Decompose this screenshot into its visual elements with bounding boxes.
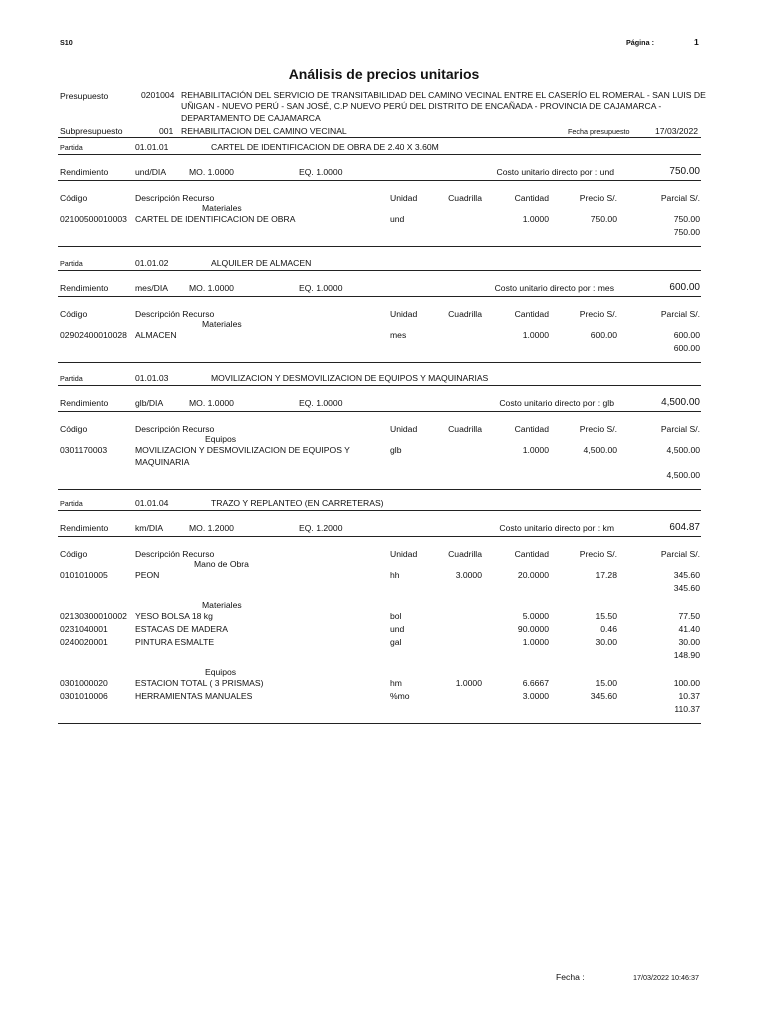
col-cuadrilla: Cuadrilla	[448, 193, 482, 203]
partida-name: MOVILIZACION Y DESMOVILIZACION DE EQUIPOS Y MAQUINARIAS	[211, 373, 489, 383]
page-title: Análisis de precios unitarios	[288, 66, 480, 82]
resource-precio: 0.46	[600, 624, 617, 634]
col-codigo: Código	[60, 549, 88, 559]
resource-parcial: 750.00	[673, 214, 700, 224]
resource-cantidad: 1.0000	[522, 445, 549, 455]
resource-cantidad: 1.0000	[522, 214, 549, 224]
resource-precio: 15.50	[595, 611, 617, 621]
group-name: Materiales	[202, 600, 242, 610]
group-subtotal: 110.37	[674, 704, 700, 714]
subpresupuesto-label: Subpresupuesto	[60, 126, 123, 136]
costo-unitario-value: 4,500.00	[661, 397, 700, 408]
costo-unitario-value: 750.00	[669, 166, 700, 177]
presupuesto-line-2: UÑIGAN - NUEVO PERÚ - SAN JOSÉ, C.P NUEVO PERÚ DEL DISTRITO DE ENCAÑADA - PROVINCIA DE CAJAMARCA -	[181, 101, 662, 111]
eq-value: EQ. 1.0000	[299, 398, 343, 408]
presupuesto-line-1: REHABILITACIÓN DEL SERVICIO DE TRANSITABILIDAD DEL CAMINO VECINAL ENTRE EL CASERÍO EL ROMERAL - SAN LUIS DE	[181, 90, 706, 100]
resource-description: HERRAMIENTAS MANUALES	[135, 691, 253, 701]
partida-code: 01.01.04	[135, 498, 169, 508]
resource-unit: bol	[390, 611, 402, 621]
resource-parcial: 41.40	[678, 624, 700, 634]
resource-description: ALMACEN	[135, 330, 177, 340]
col-unidad: Unidad	[390, 549, 418, 559]
resource-cuadrilla: 3.0000	[455, 570, 482, 580]
mo-value: MO. 1.0000	[189, 283, 234, 293]
resource-description: MOVILIZACION Y DESMOVILIZACION DE EQUIPOS Y	[135, 445, 350, 455]
divider	[58, 270, 701, 271]
resource-parcial: 77.50	[678, 611, 700, 621]
divider	[58, 137, 701, 138]
fecha-presupuesto-value: 17/03/2022	[655, 126, 699, 136]
resource-code: 0301000020	[60, 678, 108, 688]
mo-value: MO. 1.0000	[189, 167, 234, 177]
col-descripcion: Descripción Recurso	[135, 193, 215, 203]
group-name: Materiales	[202, 203, 242, 213]
resource-parcial: 600.00	[673, 330, 700, 340]
divider	[58, 536, 701, 537]
resource-parcial: 10.37	[678, 691, 700, 701]
costo-unitario-label: Costo unitario directo por : und	[496, 167, 614, 177]
mo-value: MO. 1.0000	[189, 398, 234, 408]
divider	[58, 411, 701, 412]
partida-label: Partida	[60, 259, 83, 268]
divider	[58, 154, 701, 155]
resource-description: CARTEL DE IDENTIFICACION DE OBRA	[135, 214, 296, 224]
partida-label: Partida	[60, 143, 83, 152]
col-descripcion: Descripción Recurso	[135, 424, 215, 434]
group-name: Materiales	[202, 319, 242, 329]
resource-precio: 30.00	[595, 637, 617, 647]
costo-unitario-value: 600.00	[669, 282, 700, 293]
resource-description: PEON	[135, 570, 160, 580]
page-number: 1	[694, 37, 699, 47]
col-precio: Precio S/.	[579, 309, 617, 319]
partida-label: Partida	[60, 374, 83, 383]
costo-unitario-label: Costo unitario directo por : mes	[494, 283, 614, 293]
resource-parcial: 100.00	[673, 678, 700, 688]
resource-unit: gal	[390, 637, 402, 647]
col-codigo: Código	[60, 193, 88, 203]
rendimiento-label: Rendimiento	[60, 523, 109, 533]
col-unidad: Unidad	[390, 424, 418, 434]
group-name: Mano de Obra	[194, 559, 249, 569]
costo-unitario-label: Costo unitario directo por : km	[499, 523, 614, 533]
presupuesto-label: Presupuesto	[60, 91, 109, 101]
page-label: Página :	[626, 38, 654, 47]
rendimiento-label: Rendimiento	[60, 167, 109, 177]
costo-unitario-label: Costo unitario directo por : glb	[499, 398, 614, 408]
col-precio: Precio S/.	[579, 424, 617, 434]
resource-code: 02902400010028	[60, 330, 127, 340]
resource-description-cont: MAQUINARIA	[135, 457, 190, 467]
resource-unit: und	[390, 624, 405, 634]
resource-description: ESTACION TOTAL ( 3 PRISMAS)	[135, 678, 264, 688]
col-cantidad: Cantidad	[514, 424, 549, 434]
resource-code: 02130300010002	[60, 611, 127, 621]
partida-name: TRAZO Y REPLANTEO (EN CARRETERAS)	[211, 498, 384, 508]
resource-code: 02100500010003	[60, 214, 127, 224]
subpresupuesto-name: REHABILITACION DEL CAMINO VECINAL	[181, 126, 347, 136]
resource-description: YESO BOLSA 18 kg	[135, 611, 213, 621]
resource-cantidad: 20.0000	[517, 570, 549, 580]
col-parcial: Parcial S/.	[660, 549, 700, 559]
col-cuadrilla: Cuadrilla	[448, 549, 482, 559]
resource-unit: und	[390, 214, 405, 224]
group-subtotal: 148.90	[673, 650, 700, 660]
resource-description: ESTACAS DE MADERA	[135, 624, 228, 634]
col-cantidad: Cantidad	[514, 549, 549, 559]
group-subtotal: 600.00	[673, 343, 700, 353]
resource-cantidad: 1.0000	[522, 330, 549, 340]
group-name: Equipos	[205, 667, 237, 677]
presupuesto-code: 0201004	[141, 90, 175, 100]
col-precio: Precio S/.	[579, 549, 617, 559]
resource-description: PINTURA ESMALTE	[135, 637, 215, 647]
col-codigo: Código	[60, 424, 88, 434]
fecha-presupuesto-label: Fecha presupuesto	[568, 127, 630, 136]
resource-cantidad: 90.0000	[517, 624, 549, 634]
resource-precio: 345.60	[590, 691, 617, 701]
partida-label: Partida	[60, 499, 83, 508]
rendimiento-unit: und/DIA	[135, 167, 167, 177]
resource-parcial: 30.00	[678, 637, 700, 647]
rendimiento-label: Rendimiento	[60, 283, 109, 293]
eq-value: EQ. 1.0000	[299, 167, 343, 177]
partida-name: ALQUILER DE ALMACEN	[211, 258, 312, 268]
group-subtotal: 750.00	[673, 227, 700, 237]
divider	[58, 489, 701, 490]
col-descripcion: Descripción Recurso	[135, 549, 215, 559]
resource-precio: 750.00	[590, 214, 617, 224]
resource-precio: 15.00	[595, 678, 617, 688]
mo-value: MO. 1.2000	[189, 523, 234, 533]
rendimiento-unit: km/DIA	[135, 523, 164, 533]
col-parcial: Parcial S/.	[660, 424, 700, 434]
divider	[58, 296, 701, 297]
resource-cuadrilla: 1.0000	[455, 678, 482, 688]
eq-value: EQ. 1.2000	[299, 523, 343, 533]
col-descripcion: Descripción Recurso	[135, 309, 215, 319]
resource-precio: 600.00	[590, 330, 617, 340]
partida-code: 01.01.03	[135, 373, 169, 383]
group-name: Equipos	[205, 434, 237, 444]
resource-unit: %mo	[390, 691, 410, 701]
col-unidad: Unidad	[390, 193, 418, 203]
resource-cantidad: 5.0000	[522, 611, 549, 621]
group-subtotal: 4,500.00	[666, 470, 700, 480]
resource-unit: hh	[390, 570, 400, 580]
rendimiento-unit: mes/DIA	[135, 283, 168, 293]
resource-unit: mes	[390, 330, 407, 340]
col-cuadrilla: Cuadrilla	[448, 309, 482, 319]
footer-fecha-value: 17/03/2022 10:46:37	[633, 973, 699, 982]
resource-unit: glb	[390, 445, 402, 455]
resource-precio: 4,500.00	[583, 445, 617, 455]
resource-parcial: 4,500.00	[666, 445, 700, 455]
divider	[58, 723, 701, 724]
rendimiento-unit: glb/DIA	[135, 398, 164, 408]
resource-unit: hm	[390, 678, 402, 688]
partida-code: 01.01.01	[135, 142, 169, 152]
partida-code: 01.01.02	[135, 258, 169, 268]
resource-parcial: 345.60	[673, 570, 700, 580]
resource-code: 0301010006	[60, 691, 108, 701]
divider	[58, 246, 701, 247]
group-subtotal: 345.60	[673, 583, 700, 593]
divider	[58, 180, 701, 181]
resource-precio: 17.28	[595, 570, 617, 580]
resource-code: 0101010005	[60, 570, 108, 580]
resource-code: 0301170003	[60, 445, 108, 455]
costo-unitario-value: 604.87	[669, 522, 700, 533]
divider	[58, 362, 701, 363]
col-precio: Precio S/.	[579, 193, 617, 203]
footer-fecha-label: Fecha :	[556, 972, 585, 982]
resource-cantidad: 3.0000	[522, 691, 549, 701]
eq-value: EQ. 1.0000	[299, 283, 343, 293]
resource-cantidad: 6.6667	[522, 678, 549, 688]
resource-code: 0231040001	[60, 624, 108, 634]
col-cuadrilla: Cuadrilla	[448, 424, 482, 434]
resource-code: 0240020001	[60, 637, 108, 647]
col-cantidad: Cantidad	[514, 309, 549, 319]
presupuesto-line-3: DEPARTAMENTO DE CAJAMARCA	[181, 113, 321, 123]
rendimiento-label: Rendimiento	[60, 398, 109, 408]
col-codigo: Código	[60, 309, 88, 319]
col-cantidad: Cantidad	[514, 193, 549, 203]
subpresupuesto-code: 001	[159, 126, 174, 136]
partida-name: CARTEL DE IDENTIFICACION DE OBRA DE 2.40 X 3.60M	[211, 142, 439, 152]
divider	[58, 385, 701, 386]
resource-cantidad: 1.0000	[522, 637, 549, 647]
col-parcial: Parcial S/.	[660, 193, 700, 203]
col-parcial: Parcial S/.	[660, 309, 700, 319]
report-code: S10	[60, 38, 73, 47]
col-unidad: Unidad	[390, 309, 418, 319]
divider	[58, 510, 701, 511]
